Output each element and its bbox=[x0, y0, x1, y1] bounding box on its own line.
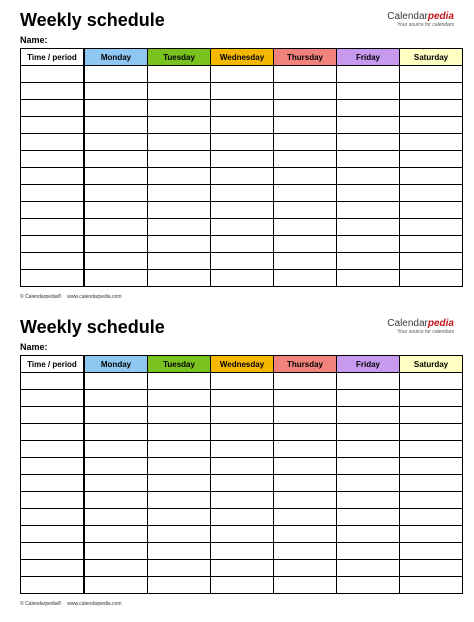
schedule-cell bbox=[148, 151, 211, 168]
table-row bbox=[21, 441, 463, 458]
schedule-cell bbox=[84, 526, 148, 543]
time-period-cell bbox=[21, 543, 85, 560]
schedule-cell bbox=[211, 475, 274, 492]
footer-url: www.calendarpedia.com bbox=[67, 294, 122, 300]
schedule-cell bbox=[400, 458, 463, 475]
schedule-cell bbox=[211, 509, 274, 526]
schedule-cell bbox=[84, 66, 148, 83]
time-period-cell bbox=[21, 390, 85, 407]
schedule-cell bbox=[84, 407, 148, 424]
schedule-cell bbox=[274, 390, 337, 407]
schedule-cell bbox=[211, 168, 274, 185]
footer-copyright: © Calendarpedia® bbox=[20, 601, 62, 607]
table-row bbox=[21, 424, 463, 441]
table-row bbox=[21, 475, 463, 492]
brand-logo-accent: pedia bbox=[427, 11, 454, 22]
col-header-tuesday: Tuesday bbox=[148, 49, 211, 66]
time-period-cell bbox=[21, 492, 85, 509]
table-row bbox=[21, 66, 463, 83]
table-row bbox=[21, 83, 463, 100]
time-period-cell bbox=[21, 458, 85, 475]
schedule-cell bbox=[400, 219, 463, 236]
schedule-cell bbox=[337, 100, 400, 117]
table-row bbox=[21, 526, 463, 543]
schedule-cell bbox=[274, 458, 337, 475]
schedule-cell bbox=[400, 424, 463, 441]
schedule-cell bbox=[84, 117, 148, 134]
table-row bbox=[21, 270, 463, 287]
schedule-cell bbox=[148, 526, 211, 543]
brand-tagline: Your source for calendars bbox=[397, 22, 454, 28]
table-row bbox=[21, 509, 463, 526]
schedule-cell bbox=[84, 475, 148, 492]
time-period-cell bbox=[21, 270, 85, 287]
schedule-cell bbox=[274, 509, 337, 526]
schedule-cell bbox=[400, 492, 463, 509]
schedule-cell bbox=[211, 253, 274, 270]
schedule-cell bbox=[84, 202, 148, 219]
schedule-cell bbox=[148, 202, 211, 219]
schedule-cell bbox=[274, 543, 337, 560]
time-period-cell bbox=[21, 475, 85, 492]
footer-url: www.calendarpedia.com bbox=[67, 601, 122, 607]
schedule-cell bbox=[274, 560, 337, 577]
time-period-cell bbox=[21, 509, 85, 526]
time-period-cell bbox=[21, 219, 85, 236]
schedule-cell bbox=[148, 219, 211, 236]
col-header-tuesday: Tuesday bbox=[148, 356, 211, 373]
schedule-cell bbox=[400, 526, 463, 543]
table-row bbox=[21, 543, 463, 560]
schedule-cell bbox=[148, 236, 211, 253]
time-period-cell bbox=[21, 185, 85, 202]
schedule-cell bbox=[148, 66, 211, 83]
col-header-saturday: Saturday bbox=[400, 356, 463, 373]
schedule-cell bbox=[274, 492, 337, 509]
col-header-monday: Monday bbox=[84, 49, 148, 66]
brand-logo-plain: Calendar bbox=[387, 11, 428, 22]
table-row bbox=[21, 100, 463, 117]
table-row bbox=[21, 560, 463, 577]
schedule-cell bbox=[148, 134, 211, 151]
schedule-cell bbox=[274, 83, 337, 100]
schedule-cell bbox=[274, 134, 337, 151]
schedule-cell bbox=[400, 253, 463, 270]
schedule-cell bbox=[274, 66, 337, 83]
schedule-cell bbox=[84, 270, 148, 287]
schedule-cell bbox=[400, 151, 463, 168]
schedule-cell bbox=[337, 117, 400, 134]
schedule-cell bbox=[337, 253, 400, 270]
schedule-cell bbox=[211, 577, 274, 594]
schedule-cell bbox=[400, 407, 463, 424]
schedule-cell bbox=[274, 577, 337, 594]
time-period-cell bbox=[21, 407, 85, 424]
schedule-cell bbox=[84, 560, 148, 577]
schedule-cell bbox=[274, 236, 337, 253]
schedule-cell bbox=[337, 151, 400, 168]
schedule-cell bbox=[337, 66, 400, 83]
schedule-cell bbox=[211, 458, 274, 475]
schedule-cell bbox=[400, 66, 463, 83]
schedule-cell bbox=[84, 219, 148, 236]
brand-logo-text bbox=[387, 319, 454, 329]
schedule-cell bbox=[337, 492, 400, 509]
page-title: Weekly schedule bbox=[20, 317, 165, 337]
schedule-cell bbox=[400, 509, 463, 526]
schedule-cell bbox=[148, 168, 211, 185]
time-period-cell bbox=[21, 253, 85, 270]
schedule-cell bbox=[211, 526, 274, 543]
schedule-cell bbox=[148, 407, 211, 424]
schedule-cell bbox=[337, 424, 400, 441]
schedule-cell bbox=[148, 577, 211, 594]
schedule-cell bbox=[211, 441, 274, 458]
schedule-cell bbox=[84, 424, 148, 441]
schedule-cell bbox=[148, 424, 211, 441]
schedule-cell bbox=[148, 543, 211, 560]
schedule-cell bbox=[211, 424, 274, 441]
schedule-cell bbox=[274, 373, 337, 390]
table-row bbox=[21, 577, 463, 594]
schedule-cell bbox=[337, 543, 400, 560]
header-row bbox=[21, 49, 463, 66]
schedule-cell bbox=[337, 458, 400, 475]
schedule-cell bbox=[400, 117, 463, 134]
schedule-cell bbox=[274, 168, 337, 185]
schedule-cell bbox=[211, 407, 274, 424]
header-row bbox=[21, 356, 463, 373]
col-header-wednesday: Wednesday bbox=[211, 49, 274, 66]
schedule-cell bbox=[84, 577, 148, 594]
brand-logo-accent: pedia bbox=[427, 318, 454, 329]
schedule-cell bbox=[148, 560, 211, 577]
schedule-cell bbox=[211, 117, 274, 134]
schedule-cell bbox=[400, 441, 463, 458]
schedule-cell bbox=[400, 543, 463, 560]
schedule-table bbox=[20, 355, 463, 594]
schedule-cell bbox=[148, 509, 211, 526]
schedule-cell bbox=[400, 475, 463, 492]
page-title: Weekly schedule bbox=[20, 10, 165, 30]
schedule-cell bbox=[84, 168, 148, 185]
col-header-time: Time / period bbox=[21, 356, 85, 373]
schedule-cell bbox=[274, 100, 337, 117]
schedule-cell bbox=[400, 560, 463, 577]
time-period-cell bbox=[21, 560, 85, 577]
schedule-cell bbox=[400, 100, 463, 117]
schedule-cell bbox=[84, 134, 148, 151]
schedule-cell bbox=[211, 236, 274, 253]
schedule-cell bbox=[84, 492, 148, 509]
schedule-cell bbox=[211, 219, 274, 236]
time-period-cell bbox=[21, 66, 85, 83]
time-period-cell bbox=[21, 168, 85, 185]
schedule-cell bbox=[84, 458, 148, 475]
col-header-friday: Friday bbox=[337, 49, 400, 66]
schedule-cell bbox=[400, 83, 463, 100]
schedule-cell bbox=[337, 236, 400, 253]
schedule-cell bbox=[211, 185, 274, 202]
schedule-cell bbox=[211, 100, 274, 117]
name-label: Name: bbox=[20, 342, 48, 352]
brand-logo-text bbox=[387, 12, 454, 22]
schedule-cell bbox=[337, 509, 400, 526]
table-row bbox=[21, 373, 463, 390]
schedule-cell bbox=[274, 219, 337, 236]
schedule-cell bbox=[84, 151, 148, 168]
schedule-cell bbox=[148, 373, 211, 390]
schedule-cell bbox=[84, 83, 148, 100]
col-header-thursday: Thursday bbox=[274, 49, 337, 66]
schedule-table bbox=[20, 48, 463, 287]
schedule-cell bbox=[400, 185, 463, 202]
schedule-cell bbox=[84, 509, 148, 526]
schedule-cell bbox=[148, 458, 211, 475]
time-period-cell bbox=[21, 134, 85, 151]
schedule-cell bbox=[337, 390, 400, 407]
schedule-cell bbox=[337, 577, 400, 594]
col-header-wednesday: Wednesday bbox=[211, 356, 274, 373]
schedule-cell bbox=[337, 185, 400, 202]
schedule-cell bbox=[274, 253, 337, 270]
time-period-cell bbox=[21, 526, 85, 543]
schedule-cell bbox=[148, 185, 211, 202]
schedule-cell bbox=[400, 270, 463, 287]
schedule-cell bbox=[211, 83, 274, 100]
brand-logo-plain: Calendar bbox=[387, 318, 428, 329]
schedule-cell bbox=[400, 202, 463, 219]
name-label: Name: bbox=[20, 35, 48, 45]
schedule-cell bbox=[148, 270, 211, 287]
schedule-cell bbox=[274, 151, 337, 168]
schedule-cell bbox=[337, 407, 400, 424]
brand-logo bbox=[387, 319, 454, 335]
schedule-cell bbox=[211, 151, 274, 168]
time-period-cell bbox=[21, 83, 85, 100]
col-header-time: Time / period bbox=[21, 49, 85, 66]
schedule-cell bbox=[337, 83, 400, 100]
schedule-cell bbox=[84, 185, 148, 202]
table-row bbox=[21, 407, 463, 424]
schedule-cell bbox=[274, 441, 337, 458]
schedule-cell bbox=[337, 526, 400, 543]
schedule-cell bbox=[400, 168, 463, 185]
schedule-cell bbox=[148, 100, 211, 117]
table-row bbox=[21, 185, 463, 202]
schedule-cell bbox=[211, 373, 274, 390]
schedule-cell bbox=[211, 543, 274, 560]
schedule-cell bbox=[274, 270, 337, 287]
schedule-cell bbox=[148, 390, 211, 407]
table-row bbox=[21, 117, 463, 134]
table-row bbox=[21, 390, 463, 407]
schedule-cell bbox=[274, 202, 337, 219]
schedule-cell bbox=[84, 390, 148, 407]
schedule-cell bbox=[337, 373, 400, 390]
time-period-cell bbox=[21, 577, 85, 594]
schedule-cell bbox=[84, 100, 148, 117]
schedule-body bbox=[21, 373, 463, 594]
table-row bbox=[21, 151, 463, 168]
schedule-cell bbox=[84, 543, 148, 560]
schedule-cell bbox=[274, 475, 337, 492]
schedule-cell bbox=[274, 526, 337, 543]
schedule-cell bbox=[84, 373, 148, 390]
time-period-cell bbox=[21, 424, 85, 441]
table-row bbox=[21, 253, 463, 270]
schedule-cell bbox=[337, 219, 400, 236]
footer-copyright: © Calendarpedia® bbox=[20, 294, 62, 300]
schedule-cell bbox=[148, 441, 211, 458]
time-period-cell bbox=[21, 100, 85, 117]
time-period-cell bbox=[21, 373, 85, 390]
table-row bbox=[21, 236, 463, 253]
table-row bbox=[21, 492, 463, 509]
schedule-cell bbox=[148, 117, 211, 134]
table-row bbox=[21, 219, 463, 236]
schedule-cell bbox=[274, 424, 337, 441]
schedule-cell bbox=[211, 560, 274, 577]
schedule-body bbox=[21, 66, 463, 287]
schedule-cell bbox=[337, 168, 400, 185]
footer bbox=[20, 294, 122, 300]
schedule-cell bbox=[337, 202, 400, 219]
col-header-thursday: Thursday bbox=[274, 356, 337, 373]
time-period-cell bbox=[21, 202, 85, 219]
time-period-cell bbox=[21, 236, 85, 253]
schedule-cell bbox=[148, 492, 211, 509]
schedule-cell bbox=[337, 270, 400, 287]
schedule-cell bbox=[84, 441, 148, 458]
table-row bbox=[21, 202, 463, 219]
schedule-cell bbox=[274, 185, 337, 202]
schedule-cell bbox=[148, 253, 211, 270]
schedule-cell bbox=[400, 390, 463, 407]
schedule-cell bbox=[274, 407, 337, 424]
schedule-cell bbox=[84, 253, 148, 270]
schedule-cell bbox=[84, 236, 148, 253]
schedule-cell bbox=[211, 66, 274, 83]
schedule-cell bbox=[211, 134, 274, 151]
schedule-cell bbox=[337, 134, 400, 151]
time-period-cell bbox=[21, 441, 85, 458]
schedule-cell bbox=[400, 134, 463, 151]
schedule-cell bbox=[211, 270, 274, 287]
time-period-cell bbox=[21, 151, 85, 168]
schedule-cell bbox=[148, 475, 211, 492]
schedule-cell bbox=[400, 577, 463, 594]
schedule-cell bbox=[274, 117, 337, 134]
col-header-friday: Friday bbox=[337, 356, 400, 373]
time-period-cell bbox=[21, 117, 85, 134]
col-header-saturday: Saturday bbox=[400, 49, 463, 66]
schedule-cell bbox=[148, 83, 211, 100]
schedule-cell bbox=[337, 441, 400, 458]
schedule-cell bbox=[337, 560, 400, 577]
schedule-cell bbox=[211, 492, 274, 509]
schedule-cell bbox=[400, 236, 463, 253]
schedule-cell bbox=[337, 475, 400, 492]
table-row bbox=[21, 168, 463, 185]
brand-tagline: Your source for calendars bbox=[397, 329, 454, 335]
footer bbox=[20, 601, 122, 607]
brand-logo bbox=[387, 12, 454, 28]
schedule-cell bbox=[211, 390, 274, 407]
schedule-cell bbox=[400, 373, 463, 390]
col-header-monday: Monday bbox=[84, 356, 148, 373]
schedule-cell bbox=[211, 202, 274, 219]
table-row bbox=[21, 134, 463, 151]
table-row bbox=[21, 458, 463, 475]
